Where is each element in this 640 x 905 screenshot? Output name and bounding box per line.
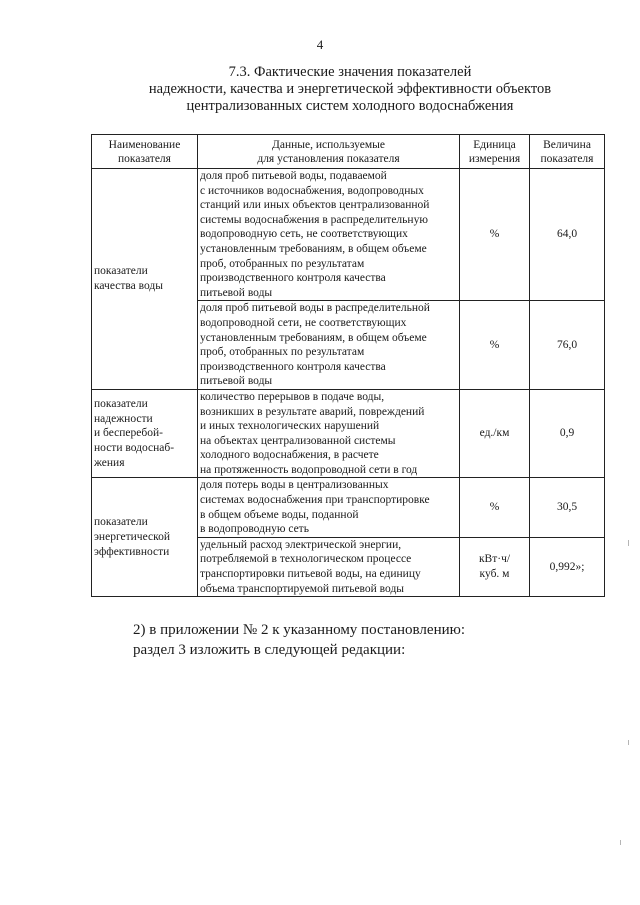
row-value: 76,0 xyxy=(530,301,605,390)
amendment-line-2: раздел 3 изложить в следующей редакции: xyxy=(133,642,406,658)
header-source-data: Данные, используемые для установления показателя xyxy=(198,135,460,169)
row-data-description: доля проб питьевой воды в распределительной водопроводной сети, не соответствующих установленным требованиям, в общем объеме проб, отобранных по результатам производственного контроля качества питьевой воды xyxy=(198,301,460,390)
row-unit: % xyxy=(460,301,530,390)
heading-line-2: надежности, качества и энергетической эффективности объектов xyxy=(148,81,552,97)
table-row xyxy=(92,478,605,537)
row-unit: % xyxy=(460,478,530,537)
indicator-group-reliability: показатели надежности и бесперебой- ности водоснаб- жения xyxy=(92,389,198,478)
heading-line-3: централизованных систем холодного водоснабжения xyxy=(186,98,514,114)
amendment-line-1: 2) в приложении № 2 к указанному постановлению: xyxy=(133,622,465,638)
header-unit: Единица измерения xyxy=(460,135,530,169)
row-data-description: удельный расход электрической энергии, потребляемой в технологическом процессе транспортировки питьевой воды, на единицу объема транспортируемой питьевой воды xyxy=(198,537,460,596)
row-value: 64,0 xyxy=(530,169,605,301)
amendment-text xyxy=(133,620,465,660)
row-unit: кВт·ч/ куб. м xyxy=(460,537,530,596)
row-value: 30,5 xyxy=(530,478,605,537)
scan-artifact xyxy=(628,540,629,546)
table-header-row xyxy=(92,135,605,169)
page-number: 4 xyxy=(316,37,324,52)
row-unit: % xyxy=(460,169,530,301)
table-row xyxy=(92,389,605,478)
row-data-description: доля проб питьевой воды, подаваемой с источников водоснабжения, водопроводных станций или иных объектов централизованной системы водоснабжения в распределительную водопроводную сеть, не соответствующих установленным требованиям, в общем объеме проб, отобранных по результатам производственного контроля качества питьевой воды xyxy=(198,169,460,301)
row-data-description: количество перерывов в подаче воды, возникших в результате аварий, повреждений и иных технологических нарушений на объектах централизованной системы холодного водоснабжения, в расчете на протяженность водопроводной сети в год xyxy=(198,389,460,478)
scan-artifact xyxy=(628,740,629,745)
heading-line-1: 7.3. Фактические значения показателей xyxy=(228,64,472,80)
header-indicator-name: Наименование показателя xyxy=(92,135,198,169)
indicator-group-energy: показатели энергетической эффективности xyxy=(92,478,198,597)
row-value: 0,9 xyxy=(530,389,605,478)
table-row xyxy=(92,169,605,301)
section-heading xyxy=(90,64,610,115)
header-value: Величина показателя xyxy=(530,135,605,169)
row-data-description: доля потерь воды в централизованных системах водоснабжения при транспортировке в общем объеме воды, поданной в водопроводную сеть xyxy=(198,478,460,537)
indicator-group-quality: показатели качества воды xyxy=(92,169,198,390)
scan-artifact xyxy=(620,840,621,845)
row-unit: ед./км xyxy=(460,389,530,478)
row-value: 0,992»; xyxy=(530,537,605,596)
indicators-table xyxy=(91,134,605,597)
